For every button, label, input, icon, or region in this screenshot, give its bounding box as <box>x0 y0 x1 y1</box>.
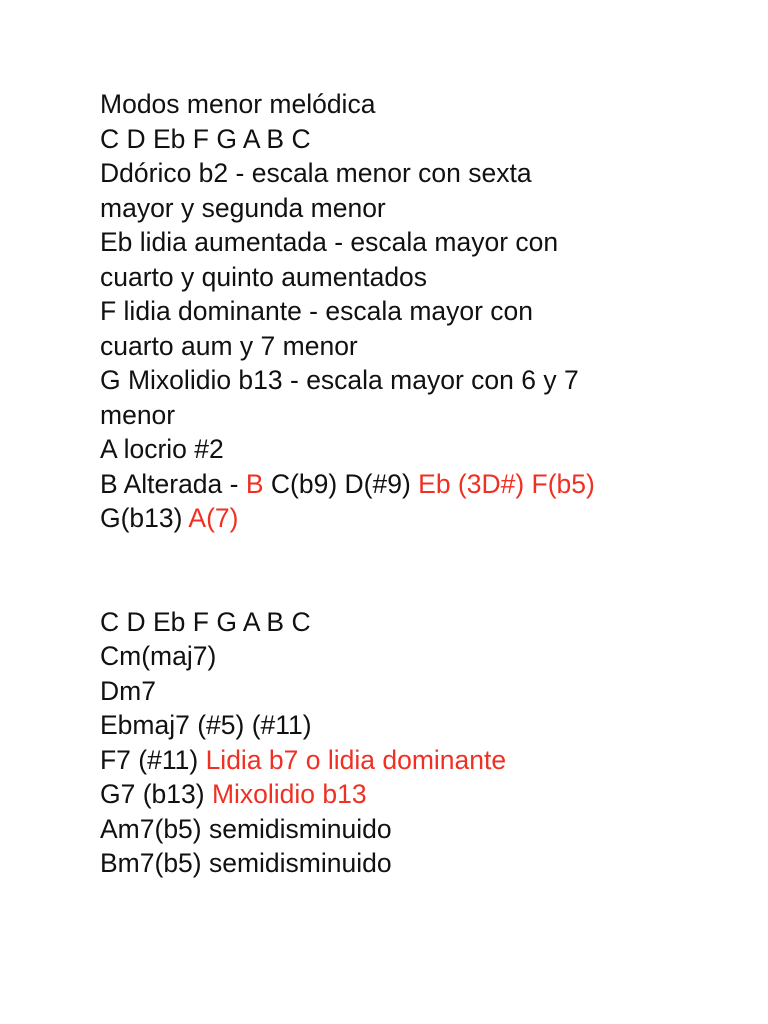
section-spacer <box>100 536 740 605</box>
mode-lydian-augmented-line2: cuarto y quinto aumentados <box>100 261 428 292</box>
mode-altered-line1 <box>100 467 740 502</box>
chord-g7-name: G7 (b13) <box>100 779 212 809</box>
mode-lydian-dominant-line1: F lidia dominante - escala mayor con <box>100 296 534 326</box>
chord-g7-note: Mixolidio b13 <box>211 779 367 809</box>
mode-mixolydian-b13-line1: G Mixolidio b13 - escala mayor con 6 y 7 <box>100 365 579 395</box>
chord-dm7: Dm7 <box>100 675 156 706</box>
document-body <box>100 87 740 881</box>
doc-title: Modos menor melódica <box>100 89 376 119</box>
altered-g-b13: G(b13) <box>100 503 189 533</box>
altered-middle: C(b9) D(#9) <box>263 468 419 499</box>
chord-f7-note: Lidia b7 o lidia dominante <box>205 744 507 775</box>
altered-a7: A(7) <box>188 503 239 533</box>
chord-bm7b5: Bm7(b5) semidisminuido <box>100 848 392 878</box>
mode-lydian-dominant-line2: cuarto aum y 7 menor <box>100 330 358 361</box>
mode-lydian-augmented-line1: Eb lidia aumentada - escala mayor con <box>100 227 559 257</box>
mode-dorian-b2-line2: mayor y segunda menor <box>100 192 386 223</box>
mode-altered-line2 <box>100 501 740 536</box>
mode-dorian-b2-line1: Ddórico b2 - escala menor con sexta <box>100 158 532 188</box>
chord-cm-maj7: Cm(maj7) <box>100 641 217 671</box>
chords-scale-notes: C D Eb F G A B C <box>100 606 311 637</box>
altered-note-b: B <box>245 468 264 499</box>
mode-mixolydian-b13-line2: menor <box>100 399 176 430</box>
scale-notes: C D Eb F G A B C <box>100 123 311 154</box>
altered-eb-fb5: Eb (3D#) F(b5) <box>418 468 595 499</box>
chord-g7 <box>100 777 740 812</box>
altered-prefix: B Alterada - <box>100 468 246 499</box>
chord-am7b5: Am7(b5) semidisminuido <box>100 813 392 844</box>
chord-ebmaj7: Ebmaj7 (#5) (#11) <box>100 710 312 740</box>
chord-f7-name: F7 (#11) <box>100 744 206 775</box>
mode-locrian-2: A locrio #2 <box>100 434 224 464</box>
chord-f7 <box>100 743 740 778</box>
